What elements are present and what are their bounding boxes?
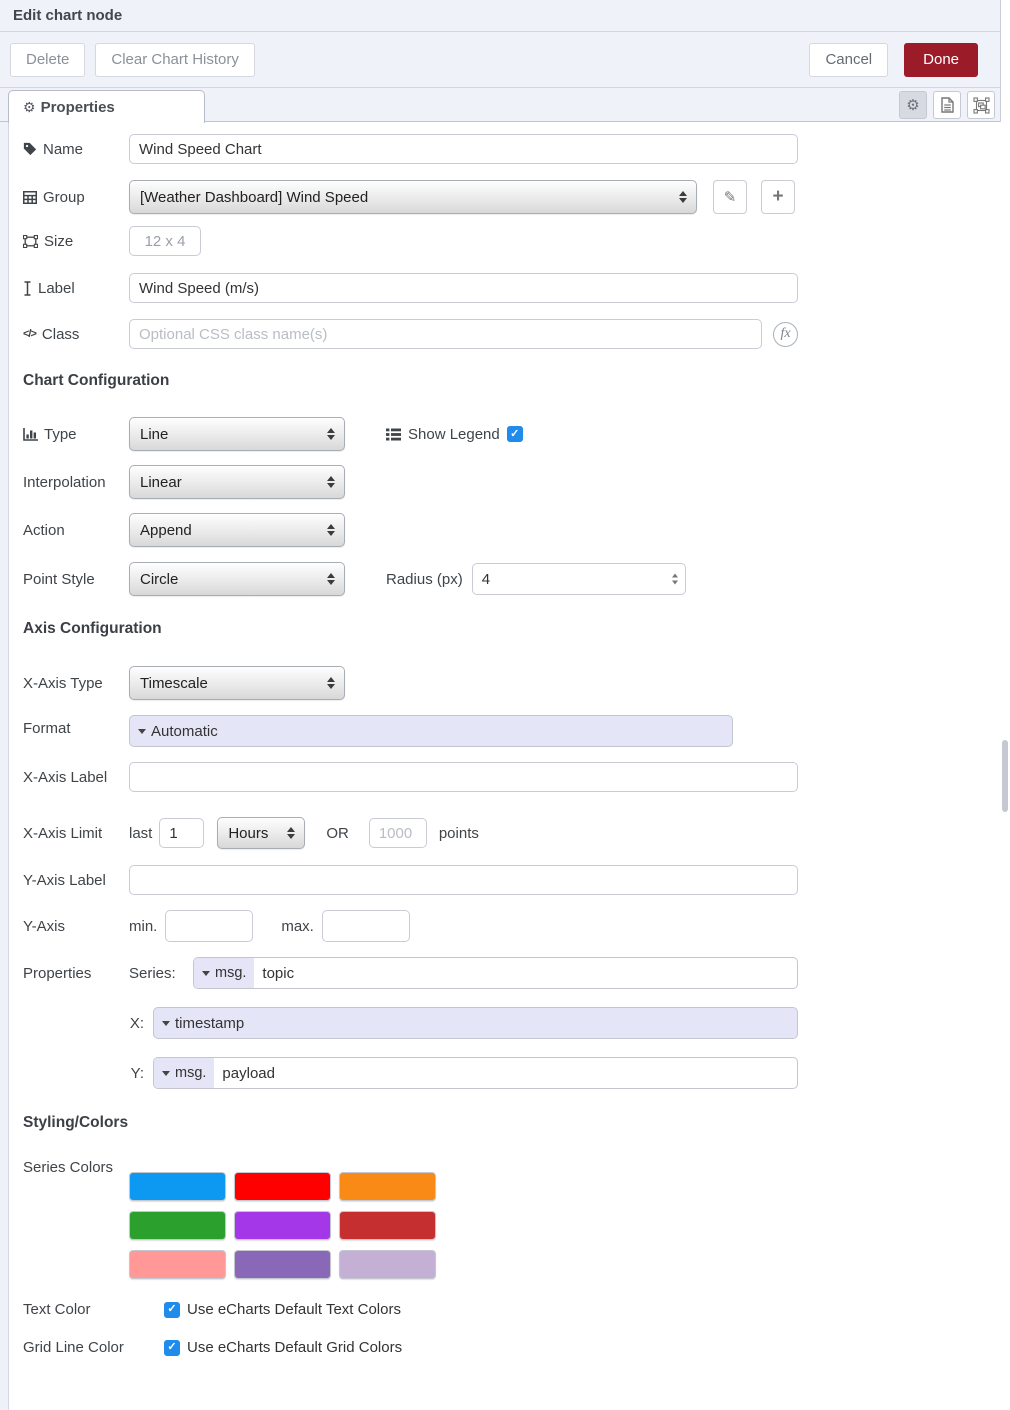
limit-unit-select[interactable] [217, 817, 305, 849]
done-button[interactable]: Done [904, 43, 978, 77]
cancel-button[interactable]: Cancel [809, 43, 888, 77]
label-input[interactable] [129, 273, 798, 303]
list-icon [386, 428, 401, 441]
select-arrows-icon [327, 476, 335, 488]
size-label: Size [44, 232, 74, 250]
action-select-value: Append [140, 521, 192, 539]
radius-stepper[interactable] [472, 563, 686, 595]
x-axis-type-label: X-Axis Type [23, 674, 103, 692]
y-type-button[interactable] [154, 1058, 214, 1088]
text-color-label: Text Color [23, 1301, 91, 1318]
select-arrows-icon [327, 677, 335, 689]
select-arrows-icon [679, 191, 687, 203]
point-style-select[interactable] [129, 562, 345, 596]
edit-group-button[interactable] [713, 180, 747, 214]
series-color-swatch[interactable] [234, 1211, 331, 1240]
bar-chart-icon [23, 428, 38, 441]
document-icon [941, 97, 954, 113]
limit-last-input[interactable] [159, 818, 204, 848]
use-default-text-colors-label: Use eCharts Default Text Colors [187, 1301, 401, 1318]
y-prefix: msg. [175, 1065, 207, 1081]
styling-colors-heading: Styling/Colors [23, 1114, 129, 1131]
object-group-icon [23, 235, 38, 248]
properties-label: Properties [23, 964, 92, 982]
interpolation-select[interactable] [129, 465, 345, 499]
type-select-value: Line [140, 425, 169, 443]
show-legend-label: Show Legend [408, 425, 500, 443]
series-color-swatch[interactable] [339, 1172, 436, 1201]
group-select-value: [Weather Dashboard] Wind Speed [140, 188, 369, 206]
add-group-button[interactable] [761, 180, 795, 214]
group-label-group [23, 189, 129, 206]
pencil-icon: ✎ [723, 189, 737, 206]
gear-icon: ⚙ [23, 98, 36, 115]
x-type-button[interactable] [154, 1008, 252, 1038]
grid-line-color-label: Grid Line Color [23, 1339, 124, 1356]
last-label: last [129, 824, 153, 842]
chart-configuration-heading: Chart Configuration [23, 372, 170, 389]
i-cursor-icon [23, 281, 32, 296]
limit-unit-select-value: Hours [228, 824, 269, 842]
series-color-swatch[interactable] [129, 1172, 226, 1201]
caret-down-icon [162, 1071, 170, 1076]
name-label-group [23, 141, 129, 158]
use-default-grid-colors-label: Use eCharts Default Grid Colors [187, 1339, 403, 1356]
interpolation-select-value: Linear [140, 473, 182, 491]
points-label: points [438, 824, 479, 842]
series-color-swatch[interactable] [129, 1250, 226, 1279]
select-arrows-icon [327, 524, 335, 536]
class-label: Class [41, 325, 80, 343]
action-select[interactable] [129, 513, 345, 547]
format-value: Automatic [151, 722, 218, 740]
y-min-label: min. [129, 917, 158, 935]
tab-bar [0, 88, 1000, 122]
x-axis-type-select-value: Timescale [140, 674, 208, 692]
tab-properties-label: Properties [40, 98, 115, 116]
action-label: Action [23, 521, 65, 539]
show-legend-checkbox[interactable]: ✓ [507, 426, 523, 442]
series-label: Series: [129, 964, 176, 982]
x-axis-label-input[interactable] [129, 762, 798, 792]
properties-view-button[interactable] [899, 91, 927, 119]
tag-icon [23, 142, 37, 156]
interpolation-label: Interpolation [23, 473, 106, 491]
series-color-swatch[interactable] [234, 1250, 331, 1279]
y-value[interactable]: payload [222, 1064, 275, 1082]
clear-chart-history-button[interactable]: Clear Chart History [95, 43, 255, 77]
group-select[interactable] [129, 180, 697, 214]
x-value: timestamp [175, 1014, 245, 1032]
type-select[interactable] [129, 417, 345, 451]
size-button[interactable]: 12 x 4 [129, 226, 201, 256]
y-property-label: Y: [130, 1064, 144, 1082]
series-color-swatch[interactable] [339, 1250, 436, 1279]
x-typed-input[interactable] [153, 1007, 798, 1039]
series-prefix: msg. [215, 965, 247, 981]
caret-down-icon [162, 1021, 170, 1026]
caret-down-icon [202, 971, 210, 976]
scrollbar[interactable] [1001, 0, 1010, 1410]
type-label-group [23, 426, 129, 443]
description-view-button[interactable] [933, 91, 961, 119]
y-axis-label: Y-Axis [23, 917, 65, 935]
series-color-swatch[interactable] [339, 1211, 436, 1240]
point-style-label: Point Style [23, 570, 95, 588]
name-label: Name [43, 140, 84, 158]
use-default-text-colors-checkbox[interactable]: ✓ [164, 1302, 180, 1318]
delete-button[interactable]: Delete [10, 43, 85, 77]
label-label: Label [38, 279, 75, 297]
series-color-swatch[interactable] [234, 1172, 331, 1201]
scrollbar-thumb[interactable] [1002, 740, 1008, 812]
series-colors-label: Series Colors [23, 1159, 114, 1176]
gear-icon: ⚙ [906, 97, 920, 114]
fx-icon: fx [773, 322, 798, 347]
dialog-button-bar [0, 32, 1000, 88]
layout-frame-icon [973, 97, 990, 114]
type-label: Type [44, 425, 77, 443]
name-input[interactable] [129, 134, 798, 164]
select-arrows-icon [327, 428, 335, 440]
y-min-input[interactable] [165, 910, 253, 942]
y-max-input[interactable] [322, 910, 410, 942]
group-label: Group [43, 188, 85, 206]
dialog-header [0, 0, 1000, 32]
appearance-view-button[interactable] [967, 91, 995, 119]
y-axis-label-label: Y-Axis Label [23, 871, 106, 889]
format-label: Format [23, 720, 71, 737]
x-axis-label-label: X-Axis Label [23, 768, 108, 786]
series-color-swatch[interactable] [129, 1211, 226, 1240]
class-label-group [23, 326, 129, 343]
size-label-group [23, 233, 129, 250]
radius-input[interactable] [472, 563, 686, 595]
use-default-grid-colors-checkbox[interactable]: ✓ [164, 1340, 180, 1356]
code-icon: </> [23, 328, 36, 340]
format-typed-input[interactable] [129, 715, 733, 747]
axis-configuration-heading: Axis Configuration [23, 620, 162, 637]
y-max-label: max. [281, 917, 314, 935]
series-colors-grid [129, 1172, 436, 1279]
series-typed-input[interactable] [193, 957, 798, 989]
or-label: OR [326, 824, 349, 842]
label-label-group [23, 280, 129, 297]
table-icon [23, 191, 37, 204]
class-input[interactable] [129, 319, 762, 349]
plus-icon: + [772, 186, 784, 207]
radius-label: Radius (px) [386, 570, 463, 588]
x-property-label: X: [129, 1014, 144, 1032]
properties-panel [8, 122, 1001, 1410]
series-value[interactable]: topic [262, 964, 295, 982]
format-dropdown-button[interactable] [130, 716, 226, 746]
tab-toolbar [899, 91, 995, 119]
select-arrows-icon [327, 573, 335, 585]
spinner-arrows-icon[interactable] [672, 574, 678, 585]
limit-points-input[interactable] [369, 818, 427, 848]
x-axis-limit-label: X-Axis Limit [23, 824, 103, 842]
caret-down-icon [138, 729, 146, 734]
dialog-title: Edit chart node [13, 7, 123, 24]
y-typed-input[interactable] [153, 1057, 798, 1089]
y-axis-label-input[interactable] [129, 865, 798, 895]
point-style-select-value: Circle [140, 570, 179, 588]
series-type-button[interactable] [194, 958, 254, 988]
x-axis-type-select[interactable] [129, 666, 345, 700]
tab-properties[interactable] [8, 90, 205, 123]
select-arrows-icon [287, 827, 295, 839]
